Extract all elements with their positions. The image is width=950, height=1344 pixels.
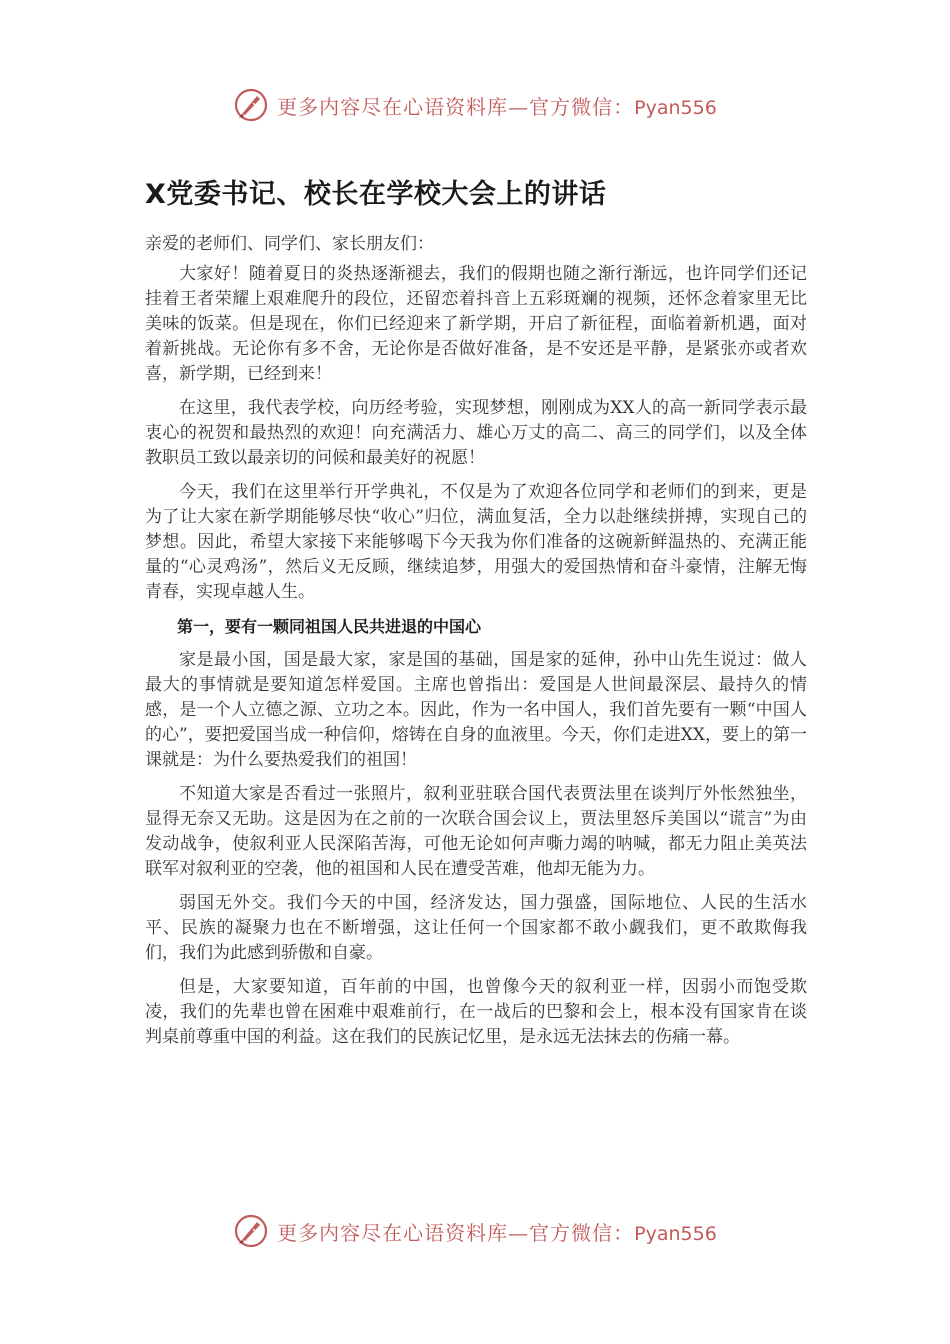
footer-watermark-banner <box>0 1208 950 1254</box>
quill-pen-logo-icon <box>233 1213 269 1249</box>
watermark-text: 更多内容尽在心语资料库—官方微信：Pyan556 <box>277 94 717 119</box>
paragraph: 但是，大家要知道，百年前的中国，也曾像今天的叙利亚一样，因弱小而饱受欺凌，我们的先辈也曾在困难中艰难前行，在一战后的巴黎和会上，根本没有国家肯在谈判桌前尊重中国的利益。这在我们的民族记忆里，是永远无法抹去的伤痛一幕。 <box>145 977 807 1047</box>
paragraph: 家是最小国，国是最大家，家是国的基础，国是家的延伸，孙中山先生说过：做人最大的事情就是要知道怎样爱国。主席也曾指出：爱国是人世间最深层、最持久的情感，是一个人立德之源、立功之本。因此，作为一名中国人，我们首先要有一颗“中国人的心”，要把爱国当成一种信仰，熔铸在自身的血液里。今天，你们走进XX，要上的第一课就是：为什么要热爱我们的祖国！ <box>145 650 807 770</box>
document-body <box>145 172 807 1059</box>
wechat-id: Pyan556 <box>634 1222 717 1245</box>
document-title: X党委书记、校长在学校大会上的讲话 <box>145 179 607 210</box>
section-heading: 第一，要有一颗同祖国人民共进退的中国心 <box>177 617 482 636</box>
quill-pen-logo-icon <box>233 87 269 123</box>
paragraph: 不知道大家是否看过一张照片，叙利亚驻联合国代表贾法里在谈判厅外怅然独坐，显得无奈又无助。这是因为在之前的一次联合国会议上，贾法里怒斥美国以“谎言”为由发动战争，使叙利亚人民深陷苦海，可他无论如何声嘶力竭的呐喊，都无力阻止美英法联军对叙利亚的空袭，他的祖国和人民在遭受苦难，他却无能为力。 <box>145 784 807 879</box>
salutation: 亲爱的老师们、同学们、家长朋友们： <box>145 234 434 254</box>
header-watermark-banner <box>0 82 950 128</box>
watermark-text: 更多内容尽在心语资料库—官方微信：Pyan556 <box>277 1220 717 1245</box>
wechat-id: Pyan556 <box>634 96 717 119</box>
paragraph: 大家好！随着夏日的炎热逐渐褪去，我们的假期也随之渐行渐远，也许同学们还记挂着王者荣耀上艰难爬升的段位，还留恋着抖音上五彩斑斓的视频，还怀念着家里无比美味的饭菜。但是现在，你们已经迎来了新学期，开启了新征程，面临着新机遇，面对着新挑战。无论你有多不舍，无论你是否做好准备，是不安还是平静，是紧张亦或者欢喜，新学期，已经到来！ <box>145 264 807 384</box>
paragraph: 今天，我们在这里举行开学典礼，不仅是为了欢迎各位同学和老师们的到来，更是为了让大家在新学期能够尽快“收心”归位，满血复活，全力以赴继续拼搏，实现自己的梦想。因此，希望大家接下来能够喝下今天我为你们准备的这碗新鲜温热的、充满正能量的“心灵鸡汤”，然后义无反顾，继续追梦，用强大的爱国热情和奋斗豪情，注解无悔青春，实现卓越人生。 <box>145 482 807 602</box>
paragraph: 弱国无外交。我们今天的中国，经济发达，国力强盛，国际地位、人民的生活水平、民族的凝聚力也在不断增强，这让任何一个国家都不敢小觑我们，更不敢欺侮我们，我们为此感到骄傲和自豪。 <box>145 893 807 963</box>
paragraph: 在这里，我代表学校，向历经考验，实现梦想，刚刚成为XX人的高一新同学表示最衷心的祝贺和最热烈的欢迎！向充满活力、雄心万丈的高二、高三的同学们，以及全体教职员工致以最亲切的问候和最美好的祝愿！ <box>145 398 807 468</box>
